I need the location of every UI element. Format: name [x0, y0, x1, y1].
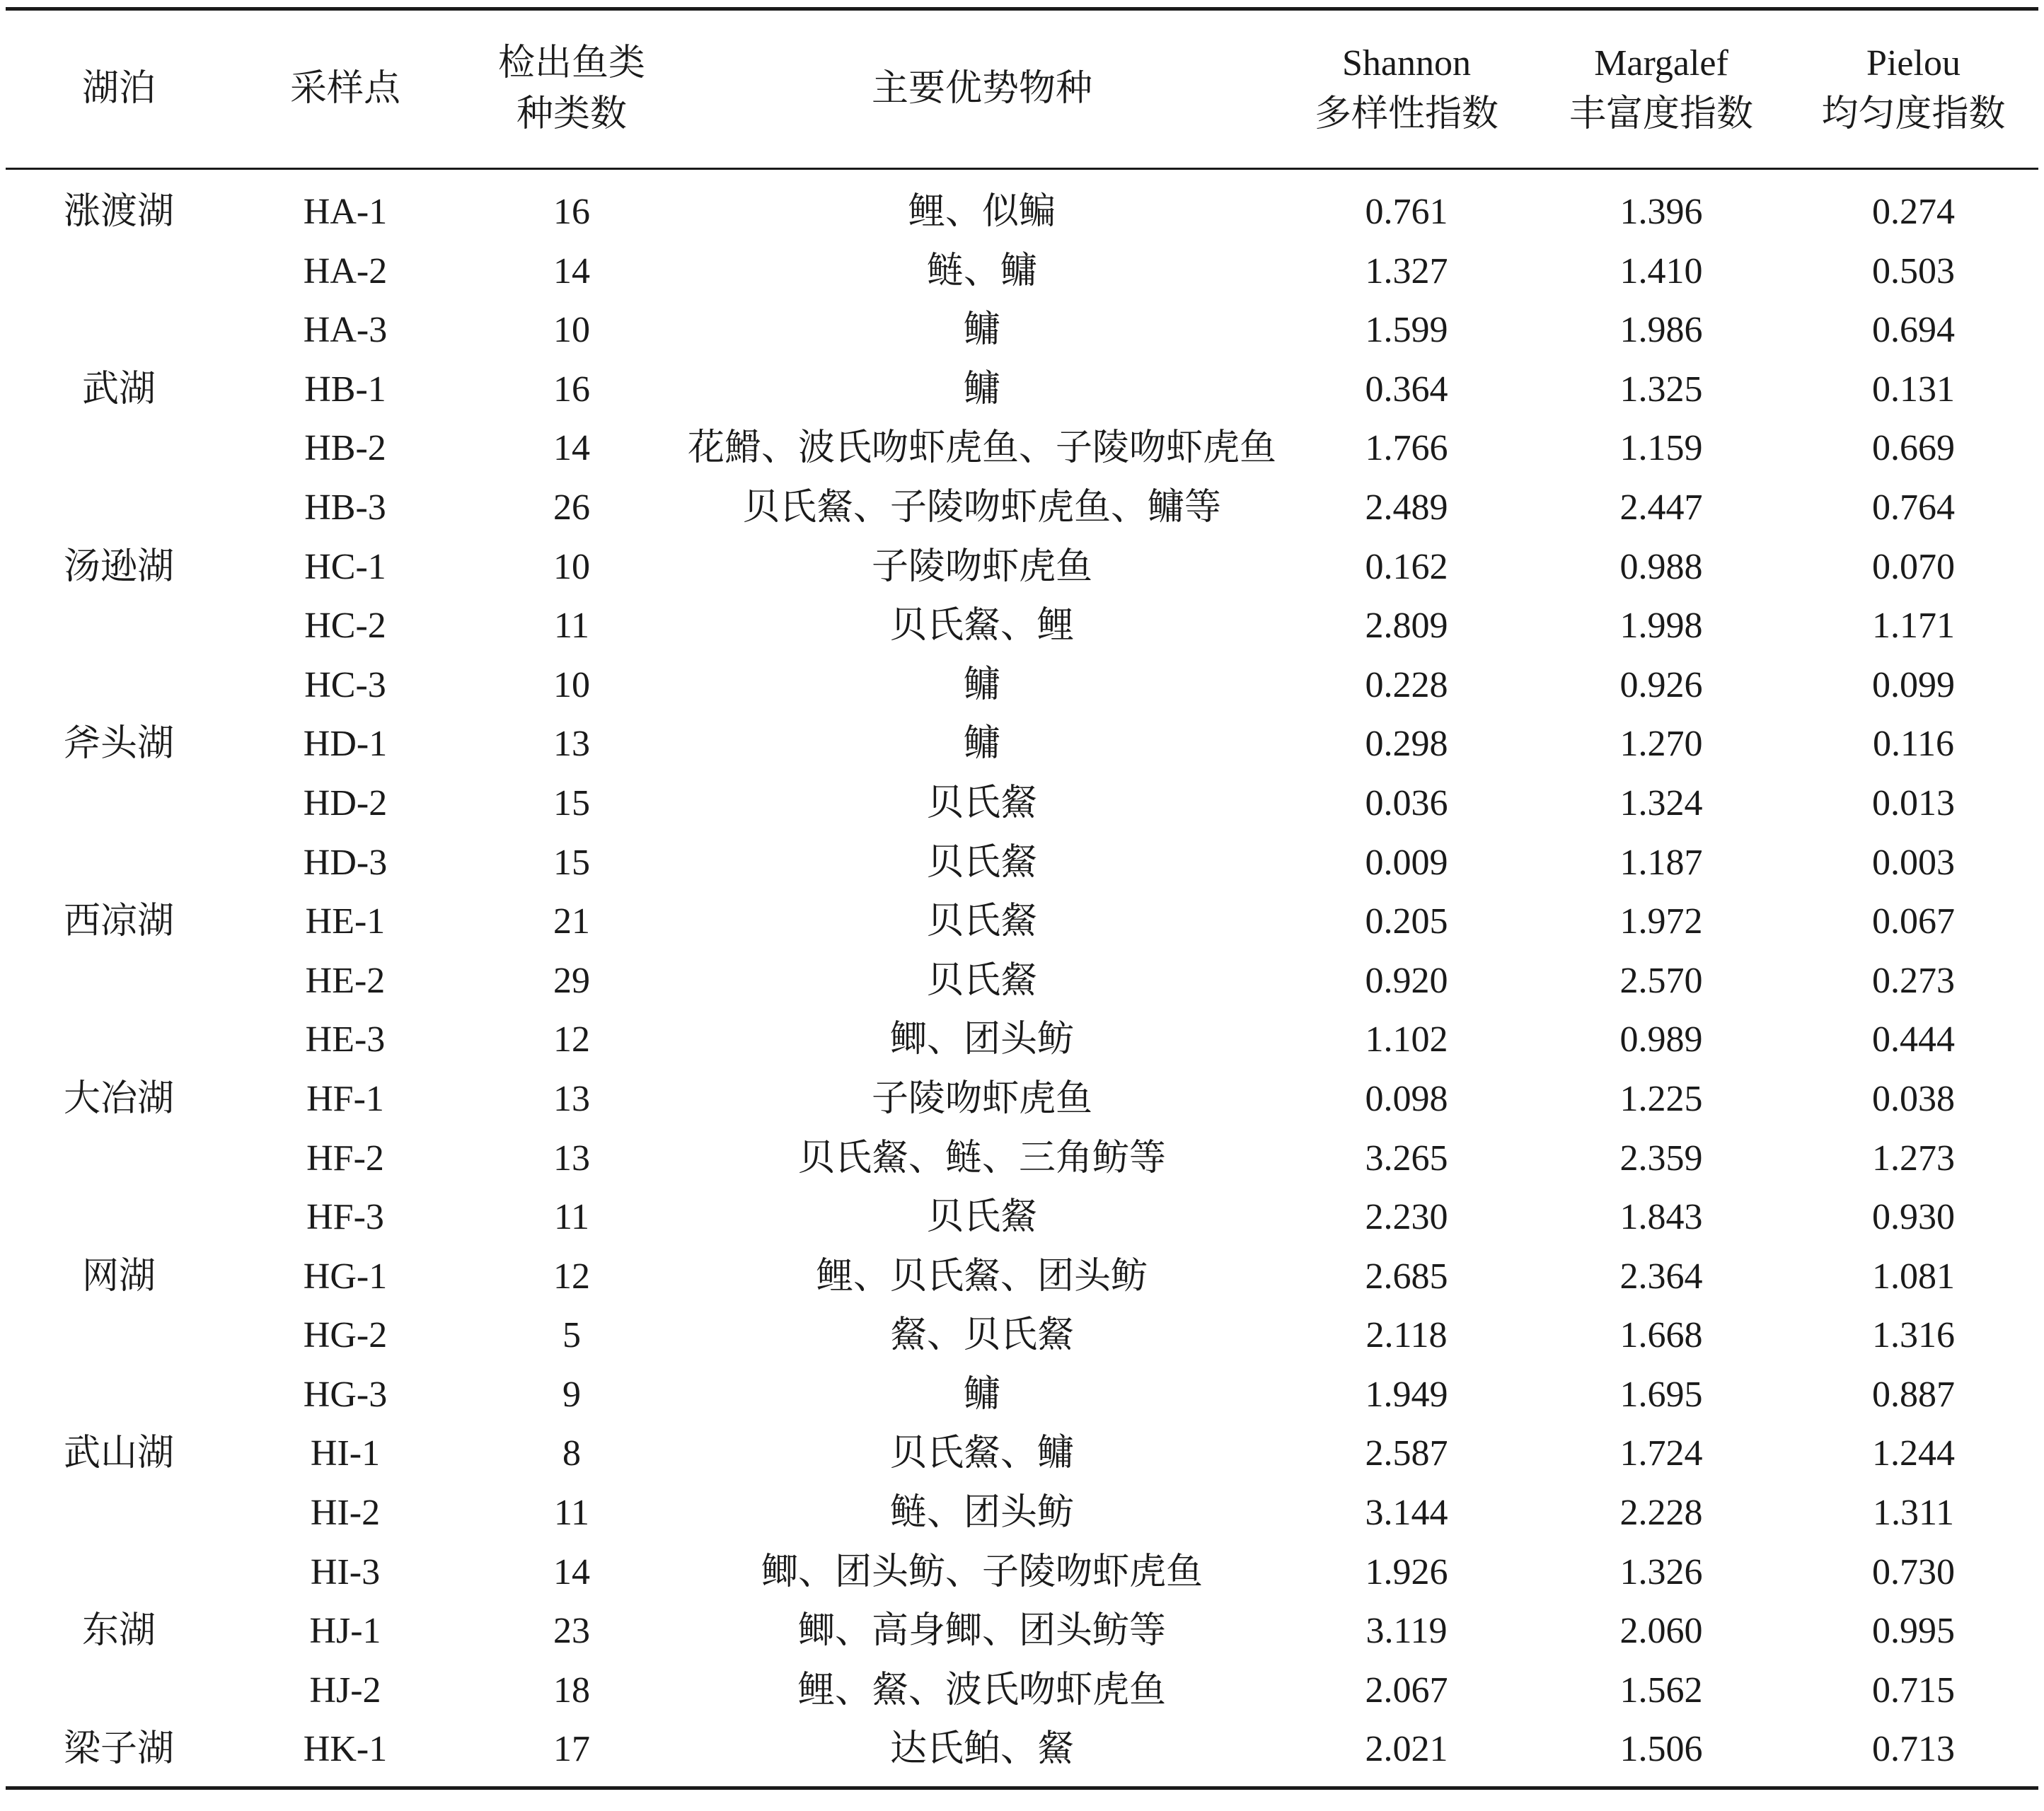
margalef-index-cell: 1.324 [1619, 782, 1703, 823]
pielou-index-cell: 0.070 [1872, 546, 1955, 587]
header-species-count-line2: 种类数 [516, 94, 627, 134]
shannon-index-cell: 0.761 [1365, 192, 1448, 232]
species-count-cell: 15 [553, 782, 590, 823]
dominant-species-cell: 鳙 [963, 369, 1000, 410]
margalef-index-cell: 2.359 [1619, 1138, 1703, 1179]
margalef-index-cell: 0.988 [1619, 546, 1703, 587]
dominant-species-cell: 贝氏䱗、鲢、三角鲂等 [797, 1138, 1166, 1179]
margalef-index-cell: 1.562 [1619, 1670, 1703, 1711]
shannon-index-cell: 3.265 [1365, 1138, 1448, 1179]
lake-cell: 大冶湖 [63, 1078, 174, 1119]
shannon-index-cell: 1.766 [1365, 428, 1448, 469]
species-count-cell: 13 [553, 1138, 590, 1179]
header-pielou [1789, 9, 2038, 169]
header-pielou-line1: Pielou [1866, 43, 1961, 83]
margalef-index-cell: 1.326 [1619, 1551, 1703, 1592]
table-row [6, 1720, 2038, 1788]
species-count-cell: 10 [553, 546, 590, 587]
shannon-index-cell: 0.364 [1365, 369, 1448, 410]
site-cell: HI-3 [310, 1551, 381, 1592]
margalef-index-cell: 2.447 [1619, 487, 1703, 528]
lake-cell: 武山湖 [63, 1433, 174, 1474]
dominant-species-cell: 䱗、贝氏䱗 [889, 1315, 1074, 1356]
margalef-index-cell: 2.060 [1619, 1611, 1703, 1652]
table-row [6, 419, 2038, 478]
table-row [6, 656, 2038, 715]
table-row [6, 1129, 2038, 1188]
header-margalef [1534, 9, 1789, 169]
site-cell: HF-3 [306, 1197, 384, 1238]
fish-diversity-table [6, 7, 2038, 1790]
lake-cell [6, 774, 232, 833]
header-dominant-species [685, 9, 1279, 169]
margalef-index-cell: 1.695 [1619, 1374, 1703, 1415]
margalef-index-cell: 2.364 [1619, 1256, 1703, 1297]
species-count-cell: 10 [553, 310, 590, 351]
table-row [6, 242, 2038, 301]
lake-cell [6, 1188, 232, 1247]
header-margalef-line2: 丰富度指数 [1569, 94, 1753, 134]
pielou-index-cell: 0.887 [1872, 1374, 1955, 1415]
dominant-species-cell: 贝氏䱗 [926, 842, 1037, 883]
dominant-species-cell: 鳙 [963, 310, 1000, 351]
lake-cell [6, 656, 232, 715]
pielou-index-cell: 0.930 [1872, 1197, 1955, 1238]
lake-cell: 涨渡湖 [63, 192, 174, 232]
margalef-index-cell: 2.570 [1619, 960, 1703, 1001]
species-count-cell: 5 [562, 1315, 581, 1356]
dominant-species-cell: 贝氏䱗、鲤 [889, 606, 1074, 647]
site-cell: HD-3 [303, 842, 388, 883]
shannon-index-cell: 2.809 [1365, 606, 1448, 647]
shannon-index-cell: 0.036 [1365, 782, 1448, 823]
species-count-cell: 15 [553, 842, 590, 883]
margalef-index-cell: 0.926 [1619, 664, 1703, 705]
species-count-cell: 13 [553, 1078, 590, 1119]
dominant-species-cell: 鲫、团头鲂 [889, 1019, 1074, 1060]
shannon-index-cell: 1.327 [1365, 250, 1448, 291]
table-row [6, 1188, 2038, 1247]
pielou-index-cell: 0.116 [1872, 724, 1955, 765]
dominant-species-cell: 鳙 [963, 664, 1000, 705]
margalef-index-cell: 0.989 [1619, 1019, 1703, 1060]
margalef-index-cell: 1.972 [1619, 901, 1703, 942]
table-row [6, 951, 2038, 1011]
table-row [6, 1247, 2038, 1307]
site-cell: HB-3 [304, 487, 386, 528]
shannon-index-cell: 2.489 [1365, 487, 1448, 528]
table-row [6, 538, 2038, 597]
table-row [6, 1365, 2038, 1425]
pielou-index-cell: 0.444 [1872, 1019, 1955, 1060]
table-row [6, 833, 2038, 893]
lake-cell [6, 301, 232, 360]
margalef-index-cell: 1.270 [1619, 724, 1703, 765]
pielou-index-cell: 0.274 [1872, 192, 1955, 232]
header-shannon-line1: Shannon [1342, 43, 1471, 83]
shannon-index-cell: 0.205 [1365, 901, 1448, 942]
lake-cell [6, 1543, 232, 1602]
dominant-species-cell: 鲤、䱗、波氏吻虾虎鱼 [797, 1670, 1166, 1711]
table-header-row [6, 9, 2038, 169]
table-row [6, 774, 2038, 833]
header-shannon-line2: 多样性指数 [1314, 94, 1499, 134]
site-cell: HI-2 [310, 1493, 381, 1534]
site-cell: HD-2 [303, 782, 388, 823]
dominant-species-cell: 贝氏䱗、鳙 [889, 1433, 1074, 1474]
header-lake-label: 湖泊 [81, 69, 156, 109]
site-cell: HG-3 [303, 1374, 388, 1415]
shannon-index-cell: 2.021 [1279, 1720, 1534, 1788]
species-count-cell: 9 [562, 1374, 581, 1415]
table-row [6, 1306, 2038, 1365]
header-dominant-label: 主要优势物种 [871, 69, 1092, 109]
lake-cell [6, 1010, 232, 1070]
margalef-index-cell: 1.396 [1619, 192, 1703, 232]
site-cell: HB-1 [304, 369, 386, 410]
shannon-index-cell: 1.926 [1365, 1551, 1448, 1592]
header-lake [6, 9, 232, 169]
shannon-index-cell: 0.298 [1365, 724, 1448, 765]
pielou-index-cell: 1.171 [1872, 606, 1955, 647]
shannon-index-cell: 3.119 [1365, 1611, 1448, 1652]
shannon-index-cell: 0.920 [1365, 960, 1448, 1001]
margalef-index-cell: 1.159 [1619, 428, 1703, 469]
table-row [6, 1010, 2038, 1070]
dominant-species-cell: 达氏鲌、䱗 [685, 1720, 1279, 1788]
header-species-count [458, 9, 685, 169]
pielou-index-cell: 0.669 [1872, 428, 1955, 469]
pielou-index-cell: 0.067 [1872, 901, 1955, 942]
pielou-index-cell: 0.713 [1789, 1720, 2038, 1788]
table-row [6, 596, 2038, 656]
dominant-species-cell: 鳙 [963, 1374, 1000, 1415]
species-count-cell: 23 [553, 1611, 590, 1652]
species-count-cell: 14 [553, 428, 590, 469]
site-cell: HG-1 [303, 1256, 388, 1297]
dominant-species-cell: 贝氏䱗 [926, 901, 1037, 942]
species-count-cell: 12 [553, 1256, 590, 1297]
dominant-species-cell: 贝氏䱗 [926, 1197, 1037, 1238]
site-cell: HA-2 [303, 250, 388, 291]
dominant-species-cell: 鲫、团头鲂、子陵吻虾虎鱼 [761, 1551, 1203, 1592]
species-count-cell: 21 [553, 901, 590, 942]
site-cell: HA-1 [303, 192, 388, 232]
shannon-index-cell: 0.009 [1365, 842, 1448, 883]
species-count-cell: 16 [553, 369, 590, 410]
table-row [6, 1424, 2038, 1483]
table-body [6, 169, 2038, 1788]
lake-cell [6, 1306, 232, 1365]
table-row [6, 1483, 2038, 1543]
lake-cell: 西凉湖 [63, 901, 174, 942]
pielou-index-cell: 0.715 [1872, 1670, 1955, 1711]
margalef-index-cell: 1.843 [1619, 1197, 1703, 1238]
pielou-index-cell: 1.273 [1872, 1138, 1955, 1179]
site-cell: HA-3 [303, 310, 388, 351]
lake-cell: 武湖 [81, 369, 156, 410]
shannon-index-cell: 2.587 [1365, 1433, 1448, 1474]
site-cell: HC-2 [304, 606, 386, 647]
margalef-index-cell: 1.998 [1619, 606, 1703, 647]
site-cell: HK-1 [232, 1720, 458, 1788]
site-cell: HF-2 [306, 1138, 384, 1179]
dominant-species-cell: 鲤、贝氏䱗、团头鲂 [816, 1256, 1148, 1297]
lake-cell [6, 1129, 232, 1188]
table-row [6, 1661, 2038, 1720]
pielou-index-cell: 0.038 [1872, 1078, 1955, 1119]
pielou-index-cell: 1.081 [1872, 1256, 1955, 1297]
table-row [6, 360, 2038, 420]
species-count-cell: 12 [553, 1019, 590, 1060]
shannon-index-cell: 2.685 [1365, 1256, 1448, 1297]
lake-cell: 汤逊湖 [63, 546, 174, 587]
site-cell: HJ-2 [309, 1670, 381, 1711]
table-row [6, 301, 2038, 360]
lake-cell [6, 1365, 232, 1425]
pielou-index-cell: 1.244 [1872, 1433, 1955, 1474]
shannon-index-cell: 0.098 [1365, 1078, 1448, 1119]
lake-cell [6, 1483, 232, 1543]
lake-cell [6, 1661, 232, 1720]
table-row [6, 1070, 2038, 1129]
species-count-cell: 26 [553, 487, 590, 528]
dominant-species-cell: 花䱻、波氏吻虾虎鱼、子陵吻虾虎鱼 [687, 428, 1276, 469]
species-count-cell: 8 [562, 1433, 581, 1474]
pielou-index-cell: 1.316 [1872, 1315, 1955, 1356]
pielou-index-cell: 0.694 [1872, 310, 1955, 351]
lake-cell [6, 478, 232, 538]
pielou-index-cell: 0.131 [1872, 369, 1955, 410]
table-row [6, 892, 2038, 951]
dominant-species-cell: 鳙 [963, 724, 1000, 765]
lake-cell [6, 596, 232, 656]
dominant-species-cell: 贝氏䱗、子陵吻虾虎鱼、鳙等 [742, 487, 1221, 528]
dominant-species-cell: 子陵吻虾虎鱼 [871, 546, 1092, 587]
dominant-species-cell: 贝氏䱗 [926, 782, 1037, 823]
species-count-cell: 16 [553, 192, 590, 232]
lake-cell: 梁子湖 [6, 1720, 232, 1788]
species-count-cell: 18 [553, 1670, 590, 1711]
margalef-index-cell: 1.325 [1619, 369, 1703, 410]
header-pielou-line2: 均匀度指数 [1821, 94, 2006, 134]
dominant-species-cell: 鲢、鳙 [926, 250, 1037, 291]
margalef-index-cell: 1.986 [1619, 310, 1703, 351]
pielou-index-cell: 1.311 [1872, 1493, 1955, 1534]
dominant-species-cell: 子陵吻虾虎鱼 [871, 1078, 1092, 1119]
pielou-index-cell: 0.003 [1872, 842, 1955, 883]
species-count-cell: 17 [458, 1720, 685, 1788]
shannon-index-cell: 1.599 [1365, 310, 1448, 351]
pielou-index-cell: 0.099 [1872, 664, 1955, 705]
site-cell: HE-2 [305, 960, 386, 1001]
species-count-cell: 14 [553, 1551, 590, 1592]
shannon-index-cell: 2.067 [1365, 1670, 1448, 1711]
lake-cell [6, 951, 232, 1011]
margalef-index-cell: 2.228 [1619, 1493, 1703, 1534]
margalef-index-cell: 1.724 [1619, 1433, 1703, 1474]
header-margalef-line1: Margalef [1594, 43, 1728, 83]
pielou-index-cell: 0.503 [1872, 250, 1955, 291]
species-count-cell: 10 [553, 664, 590, 705]
table-row [6, 478, 2038, 538]
pielou-index-cell: 0.995 [1872, 1611, 1955, 1652]
margalef-index-cell: 1.410 [1619, 250, 1703, 291]
site-cell: HI-1 [310, 1433, 381, 1474]
site-cell: HD-1 [303, 724, 388, 765]
site-cell: HG-2 [303, 1315, 388, 1356]
site-cell: HC-1 [304, 546, 386, 587]
header-site-label: 采样点 [289, 69, 400, 109]
shannon-index-cell: 1.102 [1365, 1019, 1448, 1060]
site-cell: HB-2 [304, 428, 386, 469]
shannon-index-cell: 0.162 [1365, 546, 1448, 587]
shannon-index-cell: 0.228 [1365, 664, 1448, 705]
dominant-species-cell: 鲫、高身鲫、团头鲂等 [797, 1611, 1166, 1652]
lake-cell [6, 242, 232, 301]
site-cell: HF-1 [306, 1078, 384, 1119]
species-count-cell: 11 [553, 1197, 590, 1238]
species-count-cell: 29 [553, 960, 590, 1001]
species-count-cell: 11 [553, 1493, 590, 1534]
header-site [232, 9, 458, 169]
lake-cell [6, 419, 232, 478]
margalef-index-cell: 1.225 [1619, 1078, 1703, 1119]
pielou-index-cell: 0.013 [1872, 782, 1955, 823]
fish-diversity-table-container [6, 7, 2038, 1790]
species-count-cell: 14 [553, 250, 590, 291]
shannon-index-cell: 1.949 [1365, 1374, 1448, 1415]
shannon-index-cell: 2.118 [1365, 1315, 1448, 1356]
species-count-cell: 13 [553, 724, 590, 765]
shannon-index-cell: 3.144 [1365, 1493, 1448, 1534]
site-cell: HC-3 [304, 664, 386, 705]
site-cell: HE-1 [305, 901, 386, 942]
table-row [6, 1602, 2038, 1661]
lake-cell: 斧头湖 [63, 724, 174, 765]
pielou-index-cell: 0.730 [1872, 1551, 1955, 1592]
header-species-count-line1: 检出鱼类 [497, 43, 645, 83]
lake-cell [6, 833, 232, 893]
margalef-index-cell: 1.187 [1619, 842, 1703, 883]
margalef-index-cell: 1.668 [1619, 1315, 1703, 1356]
shannon-index-cell: 2.230 [1365, 1197, 1448, 1238]
site-cell: HJ-1 [309, 1611, 381, 1652]
lake-cell: 东湖 [81, 1611, 156, 1652]
dominant-species-cell: 鲢、团头鲂 [889, 1493, 1074, 1534]
site-cell: HE-3 [305, 1019, 386, 1060]
pielou-index-cell: 0.273 [1872, 960, 1955, 1001]
header-shannon [1279, 9, 1534, 169]
dominant-species-cell: 贝氏䱗 [926, 960, 1037, 1001]
species-count-cell: 11 [553, 606, 590, 647]
table-row [6, 1543, 2038, 1602]
margalef-index-cell: 1.506 [1534, 1720, 1789, 1788]
table-row [6, 169, 2038, 242]
lake-cell: 网湖 [81, 1256, 156, 1297]
dominant-species-cell: 鲤、似鳊 [908, 192, 1056, 232]
pielou-index-cell: 0.764 [1872, 487, 1955, 528]
table-row [6, 714, 2038, 774]
